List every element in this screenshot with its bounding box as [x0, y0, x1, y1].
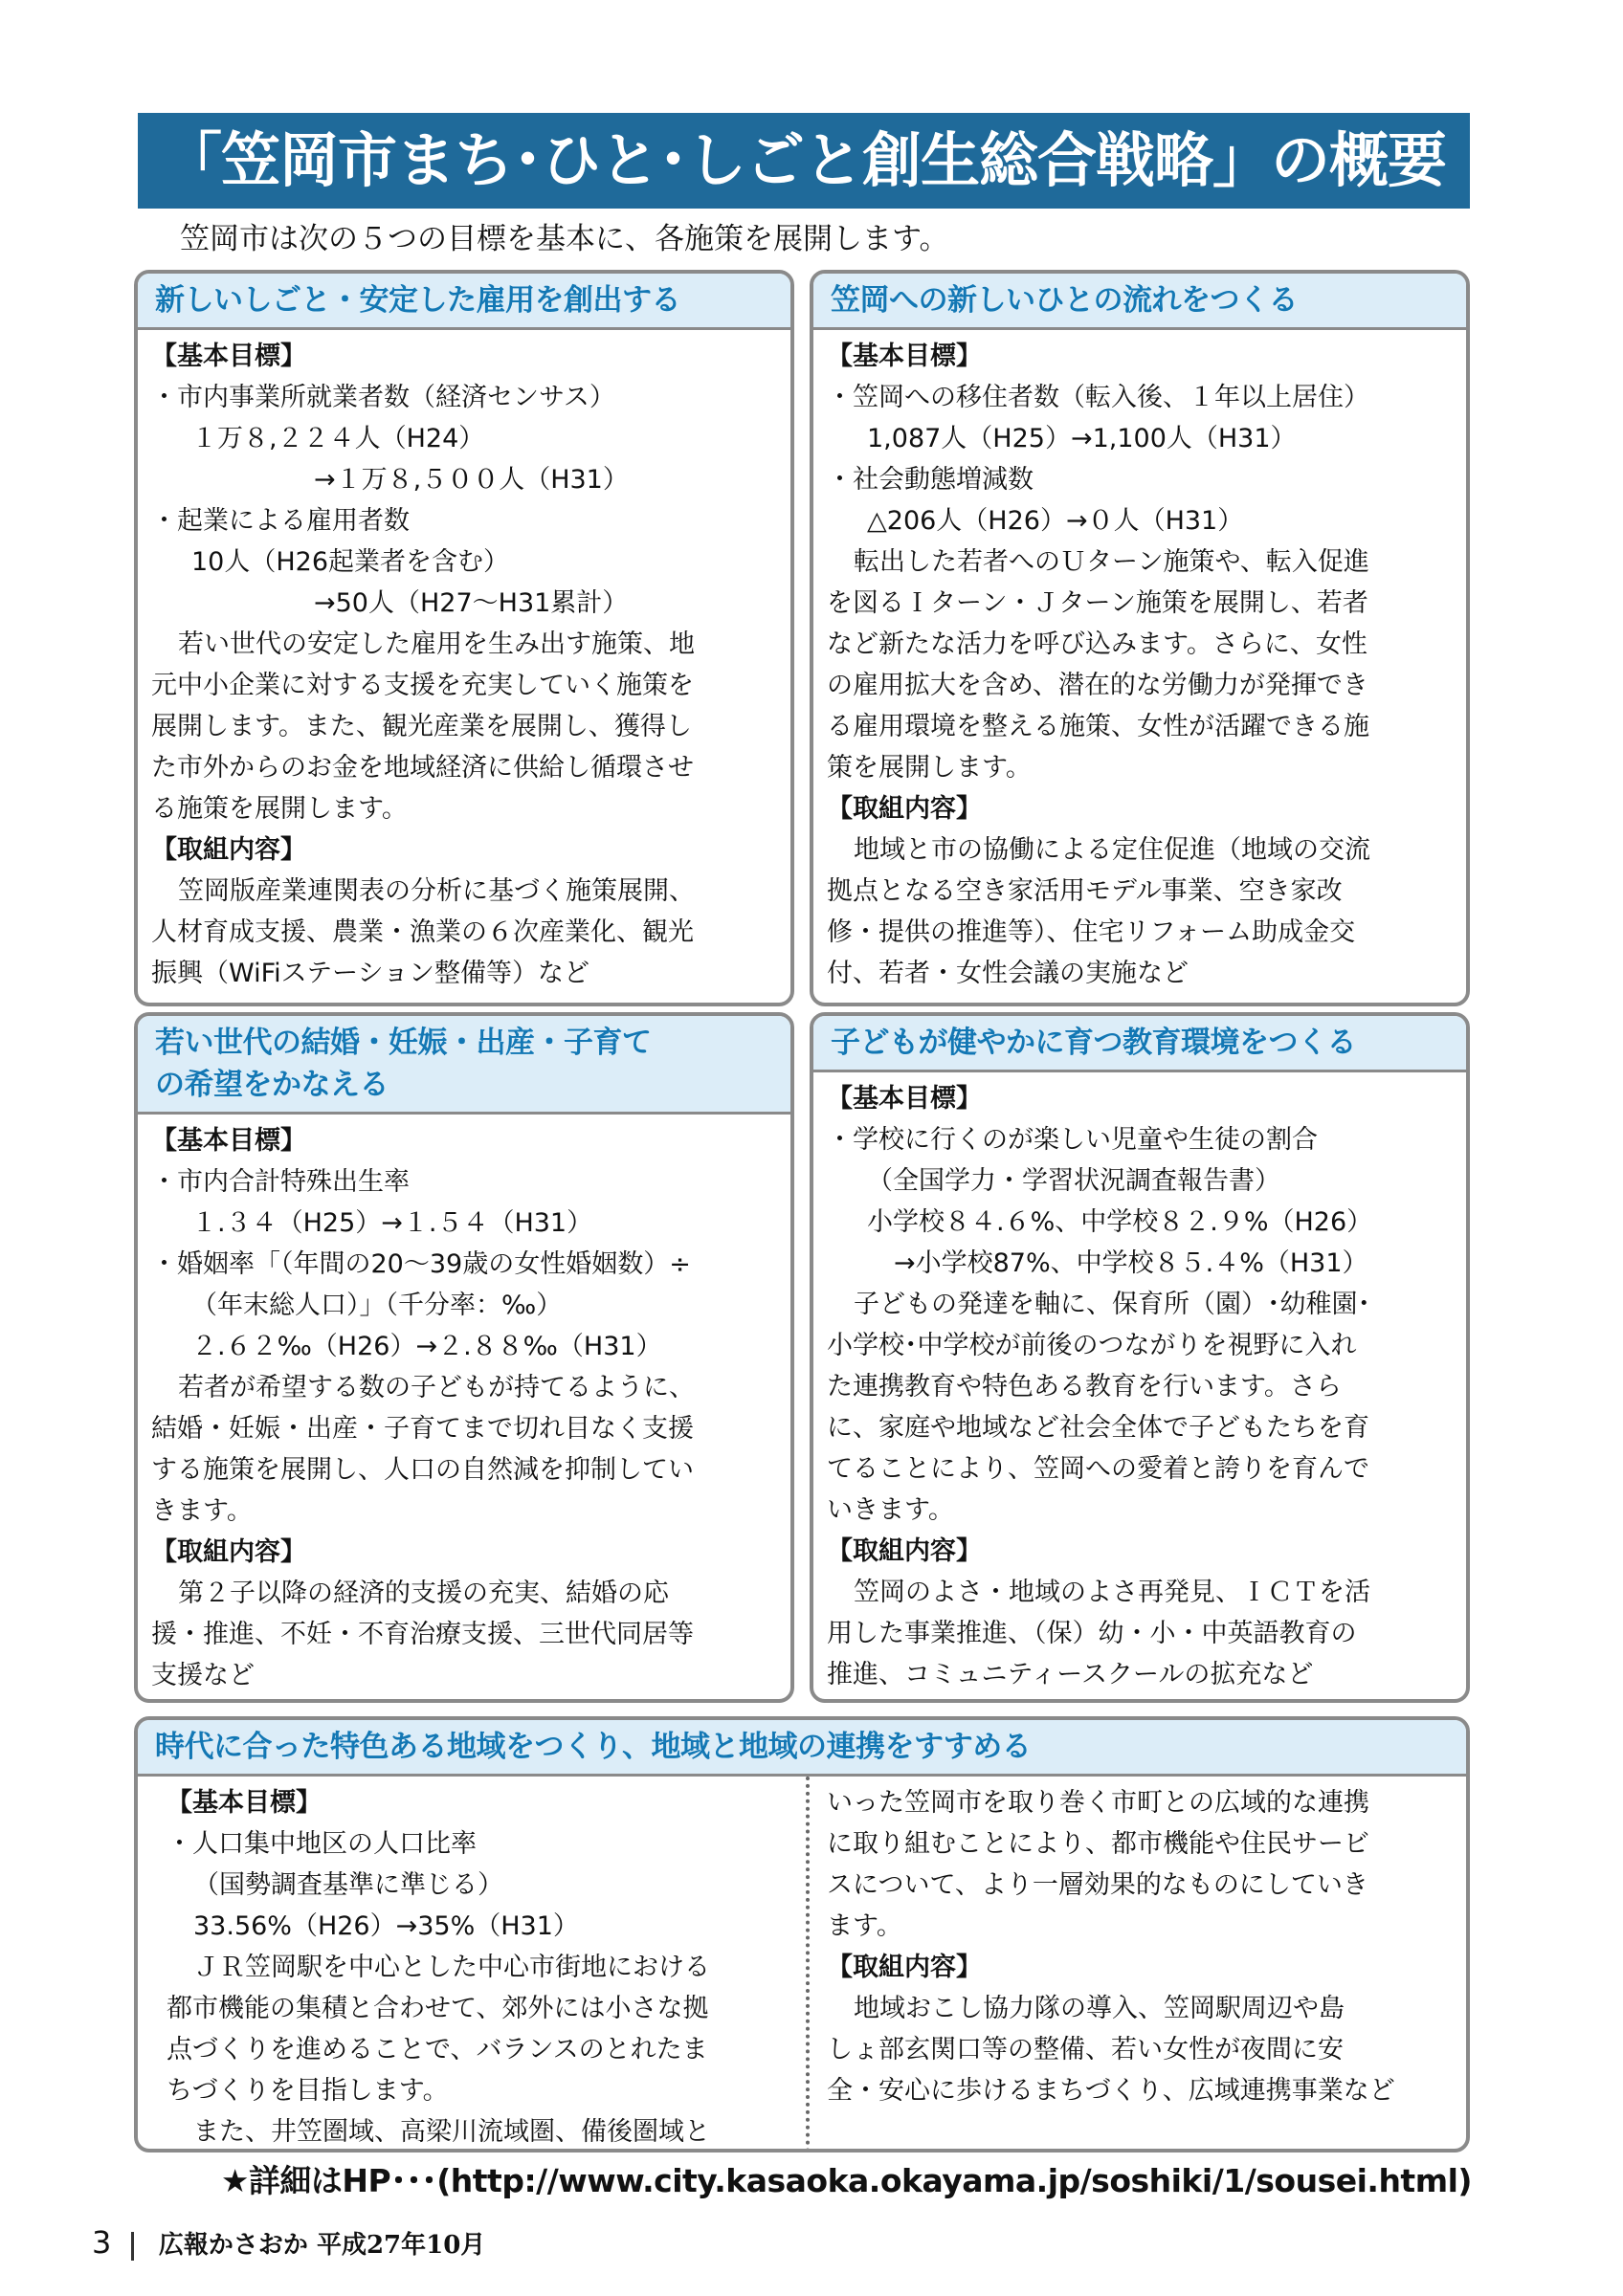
- body-text: しょ部玄関口等の整備、若い女性が夜間に安: [827, 2035, 1344, 2064]
- target-value: 小学校８４.６%、中学校８２.９%（H26）: [867, 1207, 1373, 1237]
- publication-name: 広報かさおか 平成27年10月: [158, 2231, 486, 2260]
- body-text: に、家庭や地域など社会全体で子どもたちを育: [827, 1413, 1369, 1443]
- body-text: てることにより、笠岡への愛着と誇りを育んで: [827, 1454, 1369, 1484]
- page-footer: [92, 2223, 485, 2264]
- target-value: １万８,２２４人（H24）: [191, 424, 485, 453]
- target-value: １.３４（H25）→１.５４（H31）: [191, 1208, 593, 1238]
- target-value: 10人（H26起業者を含む）: [191, 547, 510, 577]
- body-text: 支援など: [151, 1661, 255, 1690]
- target-item: ・婚姻率「（年間の20〜39歳の女性婚姻数）÷: [151, 1249, 691, 1279]
- body-text: いきます。: [827, 1495, 954, 1525]
- target-item: ・市内事業所就業者数（経済センサス）: [151, 383, 615, 412]
- section-label: 【基本目標】: [151, 1126, 306, 1156]
- body-text: 点づくりを進めることで、バランスのとれたま: [167, 2035, 708, 2064]
- page-number: 3: [92, 2224, 112, 2261]
- goal-box-education: [810, 1012, 1470, 1703]
- goal-heading: [138, 1016, 790, 1115]
- target-value: →50人（H27〜H31累計）: [314, 588, 629, 618]
- target-value: △206人（H26）→０人（H31）: [867, 506, 1244, 536]
- target-item: （国勢調査基準に準じる）: [193, 1870, 503, 1900]
- target-value: ２.６２‰（H26）→２.８８‰（H31）: [191, 1332, 662, 1361]
- target-value: 1,087人（H25）→1,100人（H31）: [867, 424, 1297, 453]
- body-text: 拠点となる空き家活用モデル事業、空き家改: [827, 876, 1343, 906]
- body-text: の雇用拡大を含め、潜在的な労働力が発揮でき: [827, 671, 1368, 700]
- body-text: また、井笠圏域、高梁川流域圏、備後圏域と: [193, 2117, 710, 2147]
- body-text: 地域おこし協力隊の導入、笠岡駅周辺や島: [854, 1994, 1345, 2023]
- page-title: 「笠岡市まち･ひと･しごと創生総合戦略」の概要: [138, 113, 1470, 209]
- body-text: スについて、より一層効果的なものにしていき: [827, 1870, 1368, 1900]
- body-text: 笠岡版産業連関表の分析に基づく施策展開、: [178, 876, 695, 906]
- intro-text: 笠岡市は次の５つの目標を基本に、各施策を展開します。: [180, 222, 949, 256]
- body-text: た連携教育や特色ある教育を行います。さら: [827, 1372, 1342, 1402]
- goal-body-right: [810, 1777, 1466, 2152]
- section-label: 【取組内容】: [151, 835, 306, 865]
- body-text: 全・安心に歩けるまちづくり、広域連携事業など: [827, 2076, 1395, 2106]
- body-text: 修・提供の推進等）、住宅リフォーム助成金交: [827, 917, 1356, 947]
- target-value: 33.56%（H26）→35%（H31）: [193, 1911, 579, 1941]
- body-text: 援・推進、不妊・不育治療支援、三世代同居等: [151, 1620, 694, 1649]
- section-label: 【取組内容】: [827, 794, 982, 824]
- section-label: 【取組内容】: [827, 1536, 982, 1566]
- body-text: 若い世代の安定した雇用を生み出す施策、地: [178, 629, 695, 659]
- body-text: 地域と市の協働による定住促進（地域の交流: [854, 835, 1370, 865]
- goal-body: [138, 1777, 1466, 2152]
- body-text: 振興（WiFiステーション整備等）など: [151, 959, 590, 988]
- target-item: ・起業による雇用者数: [151, 506, 410, 536]
- target-item: （全国学力・学習状況調査報告書）: [867, 1166, 1280, 1196]
- body-text: ＪＲ笠岡駅を中心とした中心市街地における: [193, 1953, 710, 1982]
- target-item: ・笠岡への移住者数（転入後、１年以上居住）: [827, 383, 1369, 412]
- footer-divider: [131, 2232, 134, 2261]
- target-item: ・人口集中地区の人口比率: [167, 1829, 477, 1859]
- body-text: 元中小企業に対する支援を充実していく施策を: [151, 671, 694, 700]
- body-text: ます。: [827, 1911, 902, 1941]
- section-label: 【基本目標】: [151, 342, 306, 371]
- goal-heading: 時代に合った特色ある地域をつくり、地域と地域の連携をすすめる: [138, 1720, 1466, 1777]
- goal-heading: 新しいしごと・安定した雇用を創出する: [138, 274, 790, 330]
- body-text: を図るＩターン・Ｊターン施策を展開し、若者: [827, 588, 1368, 618]
- body-text: 若者が希望する数の子どもが持てるように、: [178, 1373, 695, 1402]
- body-text: 用した事業推進、（保）幼・小・中英語教育の: [827, 1619, 1357, 1648]
- goal-box-regional: [134, 1716, 1470, 2152]
- section-label: 【基本目標】: [827, 342, 982, 371]
- goal-box-childbirth: [134, 1012, 794, 1703]
- body-text: 結婚・妊娠・出産・子育てまで切れ目なく支援: [151, 1414, 694, 1444]
- target-item: （年末総人口）」（千分率：‰）: [191, 1291, 563, 1320]
- body-text: 都市機能の集積と合わせて、郊外には小さな拠: [167, 1994, 709, 2023]
- section-label: 【基本目標】: [167, 1788, 322, 1818]
- target-item: ・社会動態増減数: [827, 465, 1034, 495]
- goal-body: [138, 1115, 790, 1696]
- goal-box-inflow: [810, 270, 1470, 1006]
- body-text: など新たな活力を呼び込みます。さらに、女性: [827, 629, 1367, 659]
- body-text: する施策を展開し、人口の自然減を抑制してい: [151, 1455, 694, 1485]
- body-text: 付、若者・女性会議の実施など: [827, 959, 1189, 988]
- body-text: 転出した若者へのＵターン施策や、転入促進: [854, 547, 1369, 577]
- goal-heading: 笠岡への新しいひとの流れをつくる: [813, 274, 1466, 330]
- body-text: 人材育成支援、農業・漁業の６次産業化、観光: [151, 917, 694, 947]
- target-value: →１万８,５００人（H31）: [314, 465, 629, 495]
- body-text: る施策を展開します。: [151, 794, 408, 824]
- body-text: る雇用環境を整える施策、女性が活躍できる施: [827, 712, 1369, 741]
- section-label: 【取組内容】: [151, 1537, 306, 1567]
- body-text: 展開します。また、観光産業を展開し、獲得し: [151, 712, 692, 741]
- body-text: に取り組むことにより、都市機能や住民サービ: [827, 1829, 1369, 1859]
- body-text: いった笠岡市を取り巻く市町との広域的な連携: [827, 1788, 1369, 1818]
- section-label: 【取組内容】: [827, 1953, 982, 1982]
- body-text: きます。: [151, 1496, 253, 1526]
- goal-body: [813, 330, 1466, 994]
- body-text: 笠岡のよさ・地域のよさ再発見、ＩＣＴを活: [854, 1578, 1370, 1607]
- goal-body-left: [138, 1777, 810, 2152]
- goal-body: [813, 1072, 1466, 1695]
- goal-body: [138, 330, 790, 994]
- goal-heading-line: 若い世代の結婚・妊娠・出産・子育て: [155, 1026, 652, 1060]
- goal-heading-line: の希望をかなえる: [155, 1068, 389, 1102]
- detail-link[interactable]: ★詳細はHP･･･(http://www.city.kasaoka.okayama.jp/soshiki/1/sousei.html): [220, 2162, 1472, 2199]
- goal-heading: 子どもが健やかに育つ教育環境をつくる: [813, 1016, 1466, 1072]
- target-value: →小学校87%、中学校８５.４%（H31）: [894, 1248, 1368, 1278]
- body-text: 策を展開します。: [827, 753, 1032, 783]
- body-text: 推進、コミュニティースクールの拡充など: [827, 1660, 1314, 1689]
- body-text: 小学校･中学校が前後のつながりを視野に入れ: [827, 1331, 1357, 1360]
- target-item: ・市内合計特殊出生率: [151, 1167, 410, 1197]
- goal-box-jobs: [134, 270, 794, 1006]
- section-label: 【基本目標】: [827, 1084, 982, 1114]
- body-text: 子どもの発達を軸に、保育所（園）･幼稚園･: [854, 1290, 1370, 1319]
- body-text: た市外からのお金を地域経済に供給し循環させ: [151, 753, 694, 783]
- body-text: ちづくりを目指します。: [167, 2076, 449, 2106]
- body-text: 第２子以降の経済的支援の充実、結婚の応: [178, 1578, 669, 1608]
- target-item: ・学校に行くのが楽しい児童や生徒の割合: [827, 1125, 1318, 1155]
